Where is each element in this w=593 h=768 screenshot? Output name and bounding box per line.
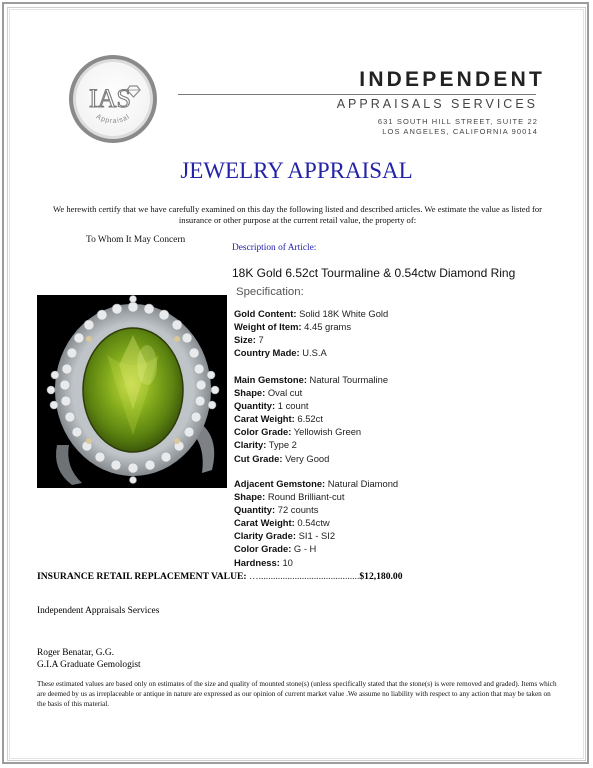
spec-key: Carat Weight: [234, 413, 292, 425]
spec-value: U.S.A: [302, 347, 327, 359]
description-label: Description of Article:: [232, 243, 317, 253]
spec-key: Shape: [234, 387, 263, 399]
header-rule: [178, 94, 536, 95]
spec-value: Natural Diamond: [327, 478, 399, 489]
spec-key: Size: [234, 334, 253, 346]
spec-key: Color Grade: [234, 426, 289, 438]
spec-value: 4.45 grams: [304, 321, 352, 333]
ring-photo: [37, 295, 227, 488]
company-address-line-1: 631 SOUTH HILL STREET, SUITE 22: [377, 117, 538, 126]
company-name: INDEPENDENT: [359, 68, 545, 91]
spec-key: Quantity: [234, 504, 273, 516]
replacement-value-row: [37, 571, 557, 582]
spec-line: Carat Weight: 6.52ct: [234, 413, 323, 425]
spec-key: Adjacent Gemstone: [234, 478, 323, 489]
recipient: To Whom It May Concern: [86, 235, 186, 245]
spec-line: Color Grade: Yellowish Green: [234, 426, 362, 438]
spec-value: 0.54ctw: [297, 517, 330, 529]
replacement-value-amount: $12,180.00: [359, 571, 403, 582]
spec-line: Country Made: U.S.A: [234, 347, 327, 359]
spec-line: Quantity: 1 count: [234, 400, 309, 412]
spec-group-main-gemstone: [234, 373, 388, 465]
spec-line: Quantity: 72 counts: [234, 504, 319, 516]
logo-subtext: Appraisal: [94, 113, 132, 126]
spec-line: Shape: Oval cut: [234, 387, 303, 399]
spec-value: 6.52ct: [297, 413, 323, 425]
specification-label: Specification:: [236, 286, 304, 298]
spec-key: Hardness: [234, 556, 277, 568]
spec-value: Round Brilliant-cut: [267, 491, 345, 503]
spec-key: Clarity: [234, 439, 264, 451]
signer-name: Roger Benatar, G.G.: [37, 648, 114, 658]
signer-title: G.I.A Graduate Gemologist: [37, 660, 141, 670]
logo-letters: IAS: [89, 84, 131, 113]
spec-key: Shape: [234, 491, 263, 503]
spec-key: Country Made: [234, 347, 297, 359]
spec-line: Cut Grade: Very Good: [234, 452, 330, 464]
spec-value: 72 counts: [277, 504, 319, 516]
disclaimer-text: These estimated values are based only on estimates of the size and quality of mounted stone(s) (unless specifically stated that the stone(s) is were removed and graded). Items which are deemed by us as irreplaceable or antique in nature are expressed as our opinion of current market value .We assume no liability with respect to any action that may be taken on the basis of this material.: [37, 680, 557, 708]
spec-key: Gold Content: [234, 308, 294, 319]
spec-value: Oval cut: [267, 387, 303, 399]
spec-key: Quantity: [234, 400, 273, 412]
spec-group-gold: [234, 307, 388, 359]
spec-key: Carat Weight: [234, 517, 292, 529]
spec-value: G - H: [293, 543, 317, 555]
spec-line: Weight of Item: 4.45 grams: [234, 321, 352, 333]
spec-value: Type 2: [268, 439, 297, 451]
spec-key: Color Grade: [234, 543, 289, 555]
company-address-line-2: LOS ANGELES, CALIFORNIA 90014: [382, 127, 538, 136]
spec-line: Carat Weight: 0.54ctw: [234, 517, 330, 529]
replacement-value-label: INSURANCE RETAIL REPLACEMENT VALUE:: [37, 571, 247, 582]
spec-line: Clarity: Type 2: [234, 439, 297, 451]
spec-value: 7: [258, 334, 264, 346]
spec-key: Main Gemstone: [234, 374, 304, 385]
company-subtitle: APPRAISALS SERVICES: [336, 97, 538, 111]
spec-value: 10: [282, 556, 293, 568]
spec-line: Hardness: 10: [234, 556, 293, 568]
spec-key: Cut Grade: [234, 452, 280, 464]
certification-text: We herewith certify that we have carefully examined on this day the following listed and described articles. We estimate the value as listed for insurance or other purpose at the current retail value, the property of:: [52, 204, 543, 225]
spec-key: Weight of Item: [234, 321, 299, 333]
ias-logo: [66, 52, 160, 146]
spec-value: SI1 - SI2: [298, 530, 336, 542]
leader-dots: …..........................................: [249, 571, 360, 582]
spec-group-adjacent-gemstone: [234, 477, 398, 569]
item-title: 18K Gold 6.52ct Tourmaline & 0.54ctw Diamond Ring: [232, 266, 516, 280]
spec-line: Size: 7: [234, 334, 264, 346]
spec-value: Natural Tourmaline: [309, 374, 389, 385]
spec-value: Very Good: [285, 452, 330, 464]
spec-key: Clarity Grade: [234, 530, 293, 542]
spec-value: Yellowish Green: [293, 426, 362, 438]
spec-line: Color Grade: G - H: [234, 543, 317, 555]
spec-value: 1 count: [277, 400, 309, 412]
spec-line: Main Gemstone: Natural Tourmaline: [234, 374, 389, 385]
spec-line: Gold Content: Solid 18K White Gold: [234, 308, 389, 319]
document-title: JEWELRY APPRAISAL: [180, 158, 413, 183]
footer-company: Independent Appraisals Services: [37, 606, 160, 616]
spec-line: Shape: Round Brilliant-cut: [234, 491, 345, 503]
spec-line: Clarity Grade: SI1 - SI2: [234, 530, 336, 542]
spec-line: Adjacent Gemstone: Natural Diamond: [234, 478, 399, 489]
spec-value: Solid 18K White Gold: [299, 308, 389, 319]
